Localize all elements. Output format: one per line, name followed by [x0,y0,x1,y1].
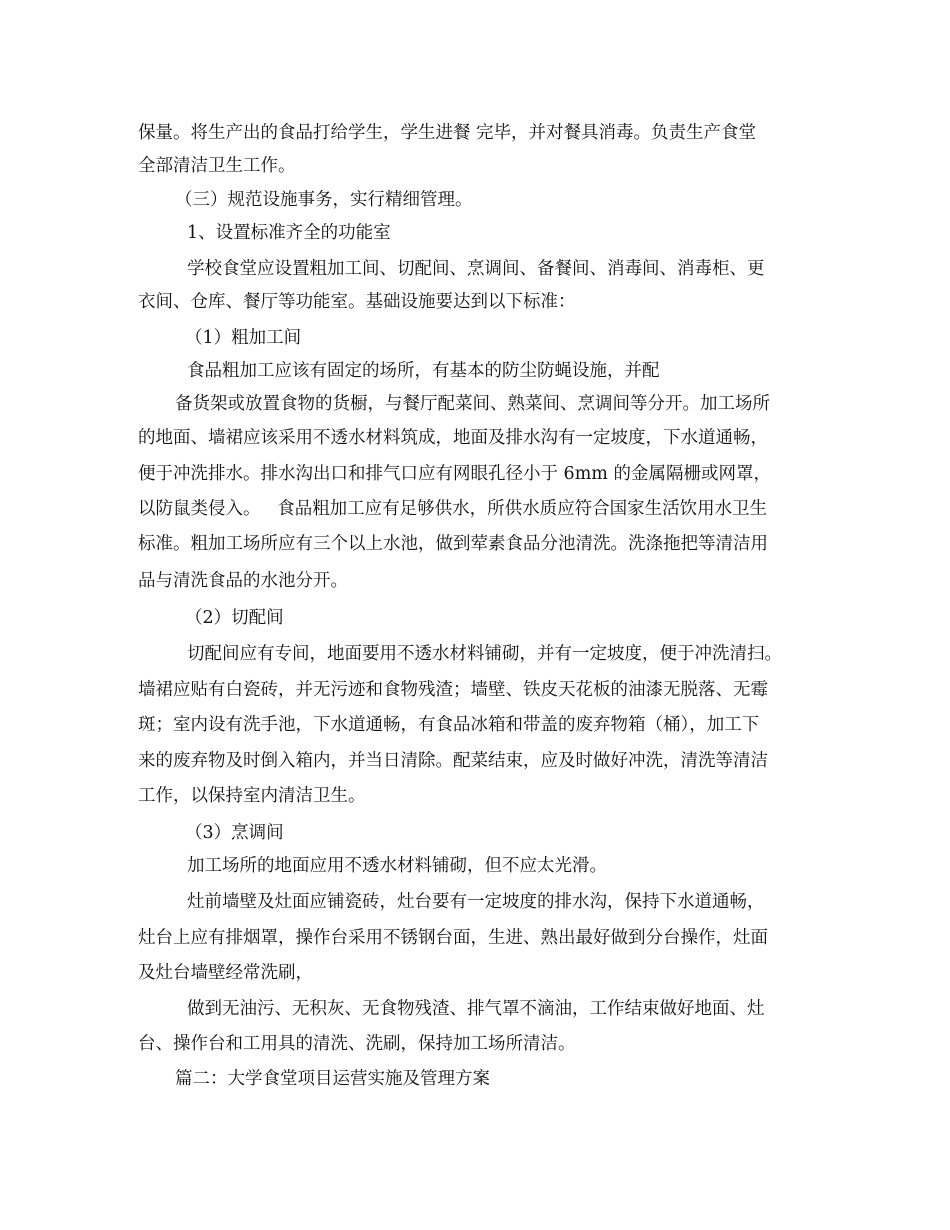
text-line: 的地面、墙裙应该采用不透水材料筑成，地面及排水沟有一定坡度，下水道通畅， [138,428,768,448]
item-heading: （2）切配间 [185,608,284,628]
text-line: 以防鼠类侵入。 食品粗加工应有足够供水，所供水质应符合国家生活饮用水卫生 [138,499,768,519]
subsection-heading: 1、设置标准齐全的功能室 [187,223,391,243]
section-heading: 篇二：大学食堂项目运营实施及管理方案 [175,1069,490,1089]
text-line: 标准。粗加工场所应有三个以上水池，做到荤素食品分池清洗。洗涤拖把等清洁用 [138,534,768,554]
text-line: 灶前墙壁及灶面应铺瓷砖，灶台要有一定坡度的排水沟，保持下水道通畅， [187,892,765,912]
text-line: 灶台上应有排烟罩，操作台采用不锈钢台面，生进、熟出最好做到分台操作，灶面 [138,928,768,948]
text-line: 便于冲洗排水。排水沟出口和排气口应有网眼孔径小于 6mm 的金属隔栅或网罩， [138,464,771,484]
text-line: 保量。将生产出的食品打给学生，学生进餐 完毕，并对餐具消毒。负责生产食堂 [138,123,757,143]
text-line: 衣间、仓库、餐厅等功能室。基础设施要达到以下标准： [138,292,576,312]
text-line: 做到无油污、无积灰、无食物残渣、排气罩不滴油，工作结束做好地面、灶 [187,999,765,1019]
text-line: 食品粗加工应该有固定的场所，有基本的防尘防蝇设施，并配 [187,361,660,381]
item-heading: （3）烹调间 [185,823,284,843]
text-line: 品与清洗食品的水池分开。 [138,571,348,591]
text-line: 墙裙应贴有白瓷砖，并无污迹和食物残渣；墙壁、铁皮天花板的油漆无脱落、无霉 [138,680,768,700]
item-heading: （1）粗加工间 [185,328,302,348]
text-line: 加工场所的地面应用不透水材料铺砌，但不应太光滑。 [187,856,607,876]
section-heading: （三）规范设施事务，实行精细管理。 [175,190,473,210]
text-line: 学校食堂应设置粗加工间、切配间、烹调间、备餐间、消毒间、消毒柜、更 [187,259,765,279]
text-line: 切配间应有专间，地面要用不透水材料铺砌，并有一定坡度，便于冲洗清扫。 [187,644,782,664]
text-line: 备货架或放置食物的货橱，与餐厅配菜间、熟菜间、烹调间等分开。加工场所 [175,394,770,414]
text-line: 斑；室内设有洗手池，下水道通畅，有食品冰箱和带盖的废弃物箱（桶），加工下 [138,715,760,735]
text-line: 工作，以保持室内清洁卫生。 [138,786,366,806]
text-line: 及灶台墙壁经常洗刷， [138,963,313,983]
text-line: 来的废弃物及时倒入箱内，并当日清除。配菜结束，应及时做好冲洗，清洗等清洁 [138,751,768,771]
text-line: 台、操作台和工用具的清洗、洗刷，保持加工场所清洁。 [138,1034,576,1054]
text-line: 全部清洁卫生工作。 [138,156,296,176]
